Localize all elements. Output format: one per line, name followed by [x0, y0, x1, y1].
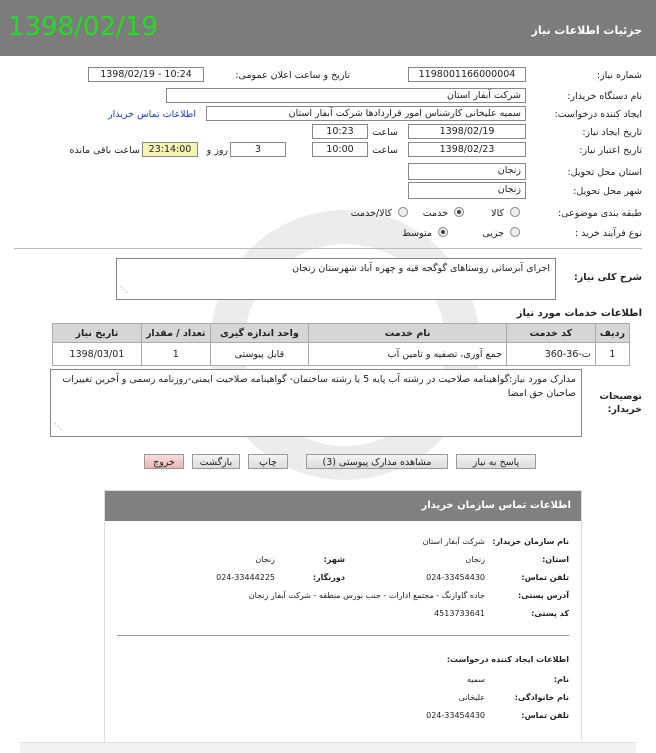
org-value: شرکت آبفار استان [422, 537, 485, 546]
radio-medium[interactable] [438, 227, 448, 237]
card-divider [117, 635, 569, 636]
col-qty: تعداد / مقدار [141, 324, 210, 343]
postal-value: 4513733641 [434, 609, 485, 618]
days-field: 3 [230, 142, 286, 157]
radio-goods-service[interactable] [398, 207, 408, 217]
created-date-label: تاریخ ایجاد نیاز: [582, 127, 642, 138]
summary-label: شرح کلی نیاز: [573, 272, 642, 283]
announce-field: 1398/02/19 - 10:24 [88, 67, 204, 82]
remaining-field: 23:14:00 [142, 142, 198, 157]
date-stamp: 1398/02/19 [8, 12, 158, 42]
buyer-notes-text: مدارک مورد نیاز:گواهینامه صلاحیت در رشته آب پایه 5 یا رشته ساختمان- گواهینامه صلاحیت ایمنی-روزنامه رسمی و آخرین تغییرات صاحبان حق امضا [62, 374, 576, 399]
col-name: نام خدمت [309, 324, 507, 343]
province-label: استان محل تحویل: [567, 167, 642, 178]
radio-minor[interactable] [510, 227, 520, 237]
buyer-org-field: شرکت آبفار استان [166, 88, 526, 103]
validity-date-field: 1398/02/23 [408, 142, 526, 157]
buyer-org-label: نام دستگاه خریدار: [567, 91, 642, 102]
creator-label: ایجاد کننده درخواست: [554, 109, 642, 120]
divider [14, 248, 642, 249]
validity-time-field: 10:00 [312, 142, 368, 157]
radio-minor-label: جزیی [482, 228, 504, 239]
contact-card [104, 490, 582, 750]
city-field: زنجان [408, 182, 526, 199]
creator-field: سمیه علیخانی کارشناس امور قراردادها شرکت آبفار استان [206, 106, 526, 121]
phone-value: 024-33454430 [426, 573, 485, 582]
print-button[interactable]: چاپ [248, 454, 288, 469]
created-time-label: ساعت [372, 127, 398, 138]
services-title: اطلاعات خدمات مورد نیاز [516, 308, 642, 319]
remaining-label: ساعت باقی مانده [69, 145, 140, 156]
back-button[interactable]: بازگشت [192, 454, 240, 469]
services-table [52, 323, 630, 366]
resize-grip-icon: ⋰ [120, 285, 128, 294]
card-province-label: استان: [542, 555, 569, 564]
card-city-label: شهر: [323, 555, 345, 564]
address-value: جاده گاوازنگ - مجتمع ادارات - جنب بورس منطقه - شرکت آبفار زنجان [248, 591, 485, 600]
cell-row: 1 [595, 343, 629, 366]
phone-label: تلفن تماس: [521, 573, 569, 582]
category-label: طبقه بندی موضوعی: [557, 208, 642, 219]
buyer-contact-link[interactable]: اطلاعات تماس خریدار [107, 109, 196, 120]
cell-date: 1398/03/01 [53, 343, 142, 366]
created-time-field: 10:23 [312, 124, 368, 139]
contact-card-header [105, 491, 581, 521]
postal-label: کد پستی: [531, 609, 569, 618]
name-label: نام: [553, 675, 569, 684]
fax-value: 024-33444225 [216, 573, 275, 582]
province-field: زنجان [408, 163, 526, 180]
card-province-value: زنجان [465, 555, 485, 564]
org-label: نام سازمان خریدار: [492, 537, 569, 546]
attachments-button[interactable]: مشاهده مدارک پیوستی (3) [306, 454, 448, 469]
col-unit: واحد اندازه گیری [210, 324, 309, 343]
family-label: نام خانوادگی: [514, 693, 569, 702]
summary-field [116, 258, 556, 300]
col-row: ردیف [595, 324, 629, 343]
validity-time-label: ساعت [372, 145, 398, 156]
contact-card-title: اطلاعات تماس سازمان خریدار [421, 500, 571, 511]
address-label: آدرس پستی: [518, 591, 569, 600]
radio-goods[interactable] [510, 207, 520, 217]
summary-text: اجرای آبرسانی روستاهای گوگجه قیه و چهره آباد شهرستان زنجان [292, 263, 550, 274]
exit-button[interactable]: خروج [144, 454, 184, 469]
cell-code: ت-36-360 [507, 343, 596, 366]
city-label: شهر محل تحویل: [573, 186, 642, 197]
radio-goods-label: کالا [491, 208, 504, 219]
radio-service-label: خدمت [422, 208, 448, 219]
table-row [53, 343, 630, 366]
bottom-strip [20, 742, 636, 753]
need-number-label: شماره نیاز: [596, 70, 642, 81]
fax-label: دورنگار: [312, 573, 345, 582]
resize-grip-icon: ⋰ [54, 422, 62, 431]
name-value: سمیه [466, 675, 485, 684]
page-header [0, 0, 656, 56]
page-title: جزئیات اطلاعات نیاز [531, 24, 642, 37]
cell-unit: قابل پیوستی [210, 343, 309, 366]
cell-qty: 1 [141, 343, 210, 366]
created-date-field: 1398/02/19 [408, 124, 526, 139]
radio-goods-service-label: کالا/خدمت [350, 208, 392, 219]
buyer-notes-field [50, 369, 582, 437]
card-city-value: زنجان [255, 555, 275, 564]
days-label: روز و [206, 145, 228, 156]
radio-medium-label: متوسط [402, 228, 432, 239]
col-date: تاریخ نیاز [53, 324, 142, 343]
radio-service[interactable] [454, 207, 464, 217]
need-number-field: 1198001166000004 [408, 67, 526, 82]
family-value: علیخانی [458, 693, 485, 702]
services-header-row [53, 324, 630, 343]
validity-label: تاریخ اعتبار نیاز: [579, 145, 642, 156]
reply-button[interactable]: پاسخ به نیاز [456, 454, 536, 469]
cell-name: جمع آوری، تصفیه و تامین آب [309, 343, 507, 366]
creator-phone-label: تلفن تماس: [521, 711, 569, 720]
creator-phone-value: 024-33454430 [426, 711, 485, 720]
purchase-type-label: نوع فرآیند خرید : [574, 228, 642, 239]
creator-info-title: اطلاعات ایجاد کننده درخواست: [446, 655, 569, 664]
announce-label: تاریخ و ساعت اعلان عمومی: [235, 70, 350, 81]
col-code: کد خدمت [507, 324, 596, 343]
buyer-notes-label: توضیحات خریدار: [599, 391, 642, 415]
